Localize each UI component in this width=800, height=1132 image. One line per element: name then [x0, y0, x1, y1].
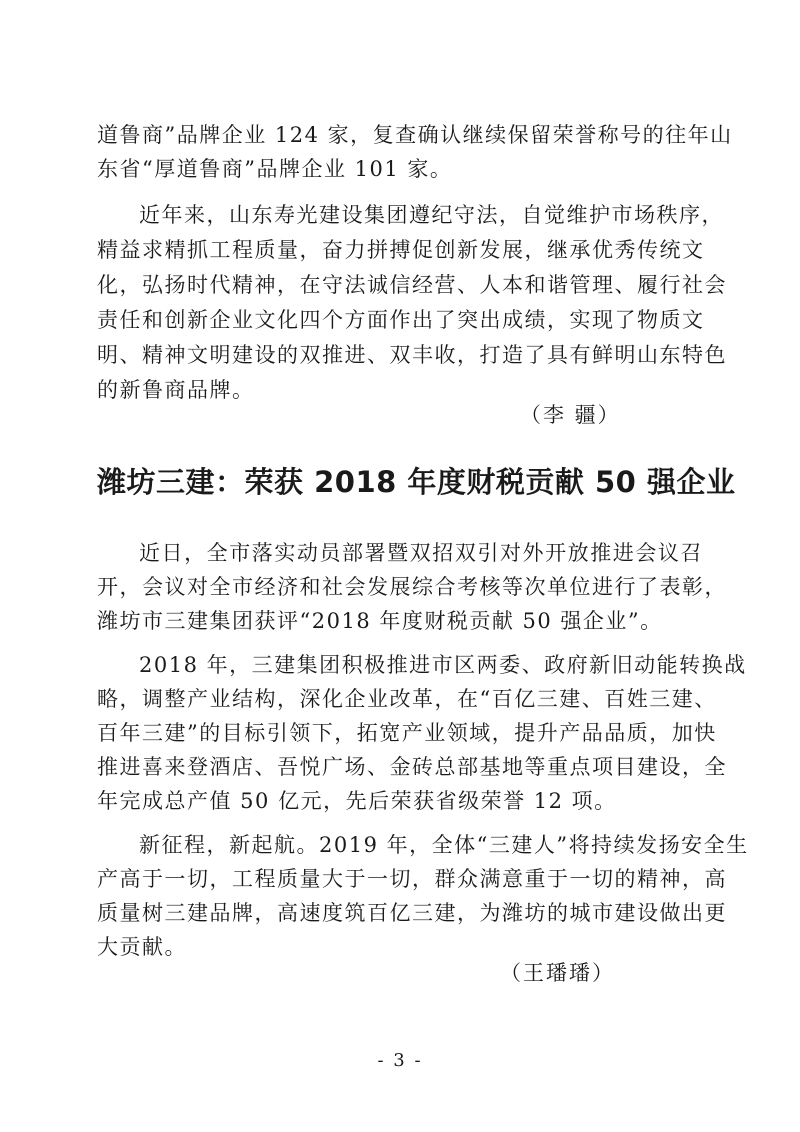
article2-line-9: 新征程，新起航。2019 年，全体“三建人”将持续发扬安全生 [139, 833, 749, 857]
page-number: - 3 - [377, 1050, 423, 1071]
article2-line-2: 开，会议对全市经济和社会发展综合考核等次单位进行了表彰， [97, 575, 727, 599]
article2-line-7: 推进喜来登酒店、吾悦广场、金砖总部基地等重点项目建设，全 [97, 755, 727, 779]
article1-line-6: 责任和创新企业文化四个方面作出了突出成绩，实现了物质文 [97, 308, 705, 332]
article2-line-4: 2018 年，三建集团积极推进市区两委、政府新旧动能转换战 [139, 653, 747, 677]
article1-line-8: 的新鲁商品牌。 [97, 378, 255, 402]
article1-line-3: 近年来，山东寿光建设集团遵纪守法，自觉维护市场秩序， [139, 203, 724, 227]
article2-line-6: 百年三建”的目标引领下，拓宽产业领域，提升产品品质，加快 [97, 721, 717, 745]
article2-author: （王璠璠） [500, 961, 615, 985]
article1-line-5: 化，弘扬时代精神，在守法诚信经营、人本和谐管理、履行社会 [97, 273, 727, 297]
article2-line-11: 质量树三建品牌，高速度筑百亿三建，为潍坊的城市建设做出更 [97, 901, 727, 925]
article1-line-1: 道鲁商”品牌企业 124 家，复查确认继续保留荣誉称号的往年山 [97, 123, 733, 147]
article2-line-5: 略，调整产业结构，深化企业改革，在“百亿三建、百姓三建、 [97, 687, 717, 711]
article1-line-7: 明、精神文明建设的双推进、双丰收，打造了具有鲜明山东特色 [97, 343, 727, 367]
article1-author: （李 疆） [520, 403, 621, 427]
article2-line-10: 产高于一切，工程质量大于一切，群众满意重于一切的精神，高 [97, 867, 727, 891]
article2-title: 潍坊三建：荣获 2018 年度财税贡献 50 强企业 [97, 465, 736, 499]
article2-line-8: 年完成总产值 50 亿元，先后荣获省级荣誉 12 项。 [97, 789, 617, 813]
article1-line-2: 东省“厚道鲁商”品牌企业 101 家。 [97, 157, 453, 181]
article1-line-4: 精益求精抓工程质量，奋力拼搏促创新发展，继承优秀传统文 [97, 238, 705, 262]
article2-line-12: 大贡献。 [97, 935, 187, 959]
article2-line-3: 潍坊市三建集团获评“2018 年度财税贡献 50 强企业”。 [97, 609, 663, 633]
article2-line-1: 近日，全市落实动员部署暨双招双引对外开放推进会议召 [139, 541, 703, 565]
